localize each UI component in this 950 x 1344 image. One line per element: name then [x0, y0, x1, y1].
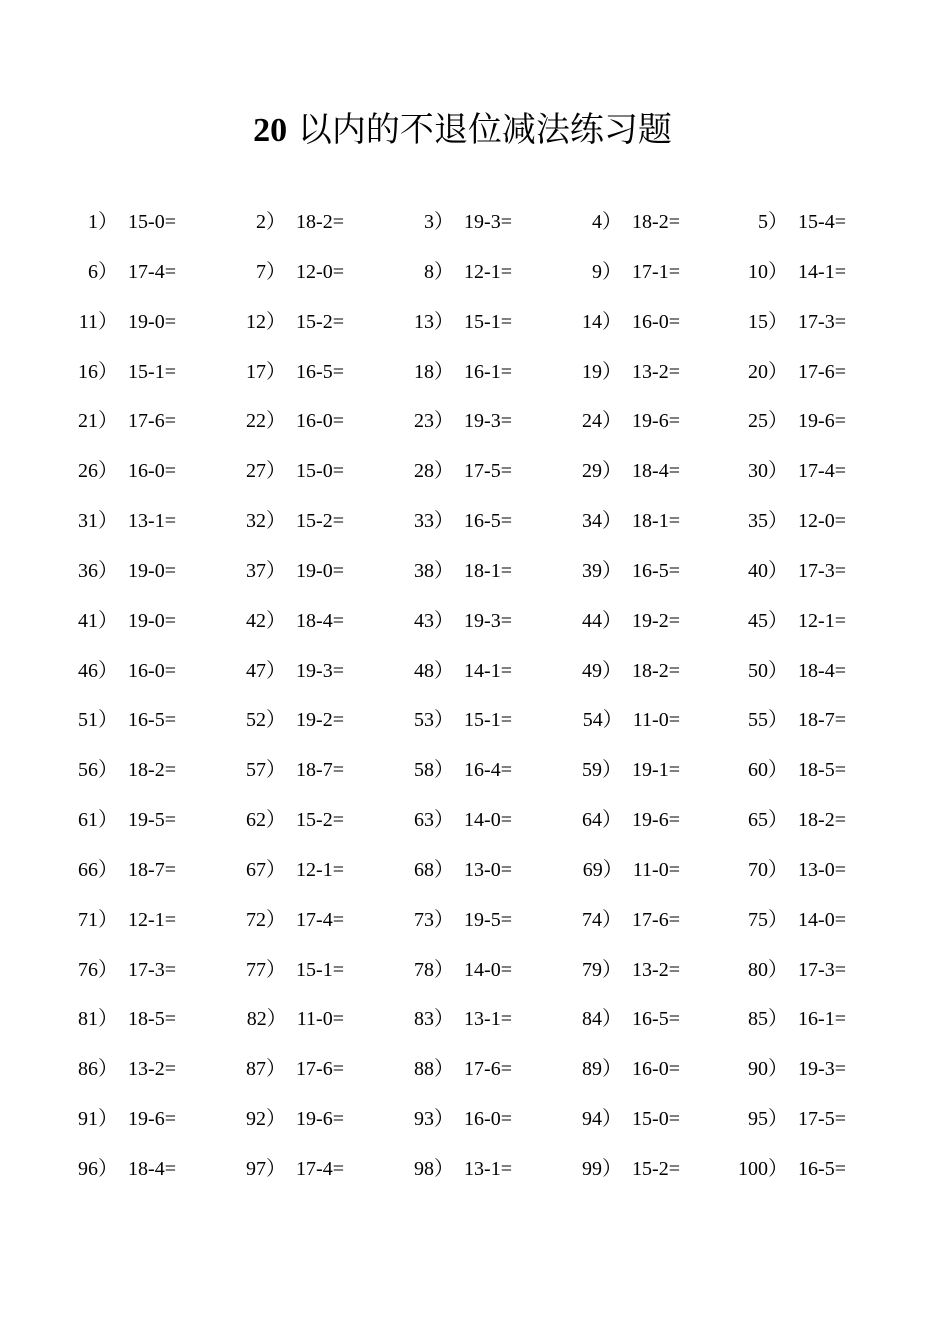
problem-item: 10） 14-1= — [748, 260, 846, 283]
problem-item: 86） 13-2= — [78, 1058, 176, 1081]
problem-item: 4） 18-2= — [592, 211, 680, 233]
problem-item: 100） 16-5= — [738, 1157, 846, 1180]
problem-item: 42） 18-4= — [246, 609, 344, 632]
problem-item: 61） 19-5= — [78, 809, 176, 832]
problem-item: 27） 15-0= — [246, 460, 344, 483]
problem-item: 88） 17-6= — [414, 1058, 512, 1081]
problem-item: 52） 19-2= — [246, 709, 344, 732]
problem-item: 12） 15-2= — [246, 310, 344, 333]
problem-item: 31） 13-1= — [78, 510, 176, 533]
problem-item: 72） 17-4= — [246, 908, 344, 931]
problem-item: 19） 13-2= — [582, 360, 680, 383]
title-number: 20 — [253, 112, 288, 149]
problem-item: 23） 19-3= — [414, 410, 512, 433]
problem-item: 49） 18-2= — [582, 659, 680, 682]
problem-item: 11） 19-0= — [78, 310, 176, 333]
problem-item: 78） 14-0= — [414, 958, 512, 981]
problem-item: 26） 16-0= — [78, 460, 176, 483]
problem-item: 81） 18-5= — [78, 1008, 176, 1031]
problem-item: 56） 18-2= — [78, 759, 176, 782]
problem-item: 66） 18-7= — [78, 858, 176, 881]
problem-item: 68） 13-0= — [414, 858, 512, 881]
problem-item: 1） 15-0= — [88, 211, 176, 233]
problem-item: 45） 12-1= — [748, 609, 846, 632]
problem-item: 64） 19-6= — [582, 809, 680, 832]
problem-item: 71） 12-1= — [78, 908, 176, 931]
problem-item: 37） 19-0= — [246, 559, 344, 582]
problem-item: 87） 17-6= — [246, 1058, 344, 1081]
problem-item: 84） 16-5= — [582, 1008, 680, 1031]
problem-item: 3） 19-3= — [424, 211, 512, 233]
problem-item: 32） 15-2= — [246, 510, 344, 533]
problem-item: 28） 17-5= — [414, 460, 512, 483]
problem-item: 99） 15-2= — [582, 1157, 680, 1180]
problem-item: 44） 19-2= — [582, 609, 680, 632]
problem-item: 51） 16-5= — [78, 709, 176, 732]
problem-item: 13） 15-1= — [414, 310, 512, 333]
problem-item: 18） 16-1= — [414, 360, 512, 383]
problem-item: 43） 19-3= — [414, 609, 512, 632]
problem-item: 35） 12-0= — [748, 510, 846, 533]
problem-item: 34） 18-1= — [582, 510, 680, 533]
problem-item: 96） 18-4= — [78, 1157, 176, 1180]
problem-item: 97） 17-4= — [246, 1157, 344, 1180]
problem-item: 21） 17-6= — [78, 410, 176, 433]
problem-item: 85） 16-1= — [748, 1008, 846, 1031]
problem-item: 70） 13-0= — [748, 858, 846, 881]
problem-item: 14） 16-0= — [582, 310, 680, 333]
problem-item: 22） 16-0= — [246, 410, 344, 433]
problem-item: 92） 19-6= — [246, 1108, 344, 1131]
problem-item: 48） 14-1= — [414, 659, 512, 682]
problem-item: 46） 16-0= — [78, 659, 176, 682]
problem-item: 20） 17-6= — [748, 360, 846, 383]
problem-item: 5） 15-4= — [758, 211, 846, 233]
problem-item: 65） 18-2= — [748, 809, 846, 832]
problem-item: 9） 17-1= — [592, 260, 680, 283]
problem-item: 77） 15-1= — [246, 958, 344, 981]
problem-item: 6） 17-4= — [88, 260, 176, 283]
problem-item: 58） 16-4= — [414, 759, 512, 782]
problem-item: 57） 18-7= — [246, 759, 344, 782]
problem-item: 59） 19-1= — [582, 759, 680, 782]
problem-item: 79） 13-2= — [582, 958, 680, 981]
problem-item: 91） 19-6= — [78, 1108, 176, 1131]
problem-item: 82） 11-0= — [246, 1008, 344, 1031]
problem-item: 73） 19-5= — [414, 908, 512, 931]
problem-item: 75） 14-0= — [748, 908, 846, 931]
problem-item: 40） 17-3= — [748, 559, 846, 582]
problem-item: 47） 19-3= — [246, 659, 344, 682]
problem-item: 83） 13-1= — [414, 1008, 512, 1031]
problem-item: 17） 16-5= — [246, 360, 344, 383]
problem-item: 16） 15-1= — [78, 360, 176, 383]
problem-item: 93） 16-0= — [414, 1108, 512, 1131]
problem-item: 74） 17-6= — [582, 908, 680, 931]
problem-item: 25） 19-6= — [748, 410, 846, 433]
problem-item: 98） 13-1= — [414, 1157, 512, 1180]
problem-item: 30） 17-4= — [748, 460, 846, 483]
problem-item: 62） 15-2= — [246, 809, 344, 832]
problem-item: 36） 19-0= — [78, 559, 176, 582]
problem-item: 95） 17-5= — [748, 1108, 846, 1131]
problem-item: 38） 18-1= — [414, 559, 512, 582]
title-text: 以内的不退位减法练习题 — [297, 110, 672, 150]
problem-item: 55） 18-7= — [748, 709, 846, 732]
problem-item: 69） 11-0= — [582, 858, 680, 881]
problem-item: 54） 11-0= — [582, 709, 680, 732]
problem-item: 67） 12-1= — [246, 858, 344, 881]
problem-item: 2） 18-2= — [256, 211, 344, 233]
problem-item: 76） 17-3= — [78, 958, 176, 981]
problem-item: 53） 15-1= — [414, 709, 512, 732]
problem-item: 33） 16-5= — [414, 510, 512, 533]
problem-item: 63） 14-0= — [414, 809, 512, 832]
problem-item: 29） 18-4= — [582, 460, 680, 483]
problem-item: 90） 19-3= — [748, 1058, 846, 1081]
problem-item: 15） 17-3= — [748, 310, 846, 333]
problem-item: 89） 16-0= — [582, 1058, 680, 1081]
problem-item: 7） 12-0= — [256, 260, 344, 283]
problem-item: 60） 18-5= — [748, 759, 846, 782]
problem-item: 94） 15-0= — [582, 1108, 680, 1131]
problem-item: 41） 19-0= — [78, 609, 176, 632]
problem-item: 50） 18-4= — [748, 659, 846, 682]
problem-item: 8） 12-1= — [424, 260, 512, 283]
problem-item: 80） 17-3= — [748, 958, 846, 981]
problem-item: 39） 16-5= — [582, 559, 680, 582]
problem-item: 24） 19-6= — [582, 410, 680, 433]
